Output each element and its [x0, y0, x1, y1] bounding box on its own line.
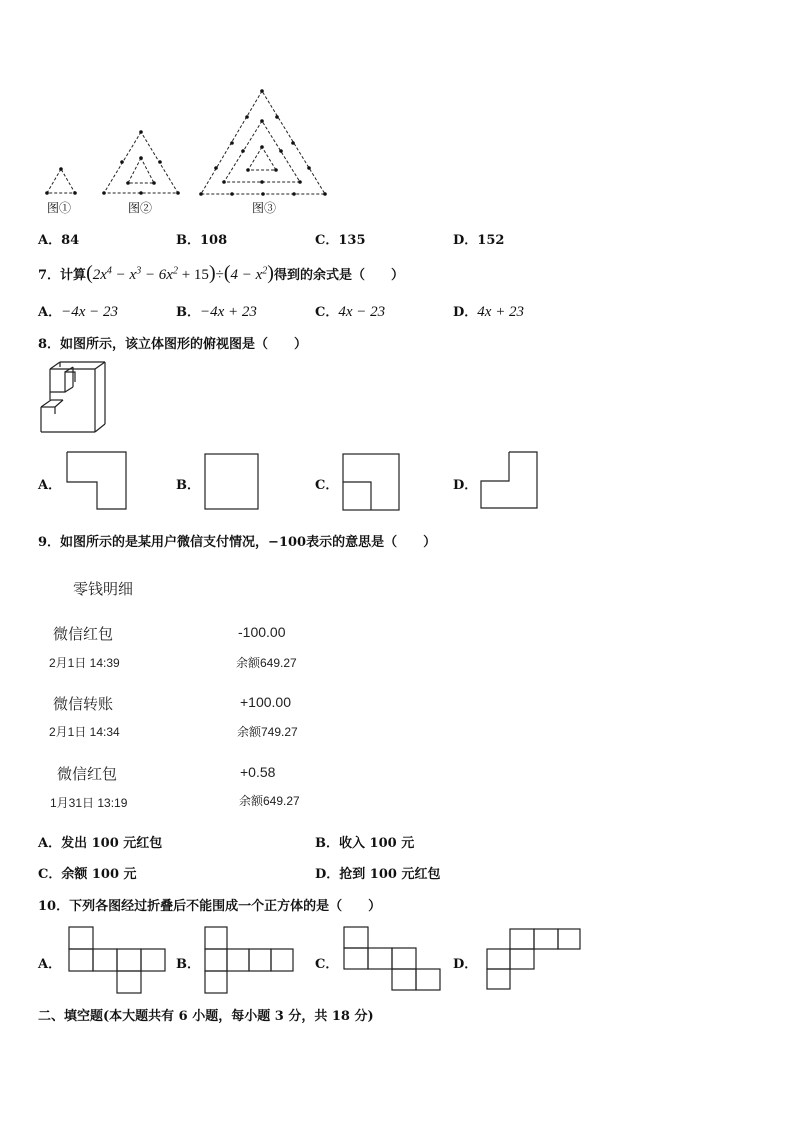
- q8-option-c-letter: C．: [315, 478, 339, 493]
- record-1-name: 微信红包: [53, 625, 114, 643]
- q7-option-d: D．4x + 23: [453, 304, 525, 320]
- q10-option-d-letter: D．: [453, 957, 478, 972]
- q6-option-b: B．108: [176, 233, 228, 248]
- q10-option-c-letter: C．: [315, 957, 339, 972]
- q10-option-d-net: [486, 928, 596, 998]
- q8-stem: 8．如图所示，该立体图形的俯视图是（ ）: [38, 337, 308, 352]
- q9-option-a: A．发出 100 元红包: [38, 836, 163, 851]
- q7-stem: 7．计算$(2x^4 - x^3 - 6x^2 + 15)\div(4 - x^2)$得到的余式是（ ）: [38, 262, 404, 284]
- q6-option-a: A．84: [38, 233, 80, 248]
- section-2-heading: 二、填空题(本大题共有 6 小题，每小题 3 分，共 18 分): [38, 1009, 374, 1024]
- q10-option-b-net: [204, 926, 304, 996]
- record-3-amount: +0.58: [240, 764, 276, 780]
- q10-option-a-net: [68, 926, 168, 996]
- record-2-name: 微信转账: [53, 695, 114, 713]
- figure-label-1: 图①: [47, 201, 72, 215]
- q7-option-c: C．4x − 23: [315, 304, 386, 320]
- record-2-time: 2月1日 14:34: [49, 725, 120, 739]
- record-1-amount: -100.00: [238, 624, 286, 640]
- q8-option-d-letter: D．: [453, 478, 478, 493]
- triangle-dots-figure: [0, 0, 794, 220]
- q7-option-a: A．−4x − 23: [38, 304, 118, 320]
- record-3-time: 1月31日 13:19: [50, 796, 128, 810]
- q10-option-c-net: [343, 926, 443, 996]
- q9-option-c: C．余额 100 元: [38, 867, 137, 882]
- figure-label-3: 图③: [252, 201, 277, 215]
- q10-option-b-letter: B．: [176, 957, 200, 972]
- q8-option-d-shape: [480, 451, 550, 516]
- q8-option-b-shape: [204, 453, 264, 513]
- record-2-balance: 余额749.27: [237, 725, 298, 739]
- figure-label-2: 图②: [128, 201, 153, 215]
- q8-option-b-letter: B．: [176, 478, 200, 493]
- q6-option-c: C．135: [315, 233, 366, 248]
- q10-option-a-letter: A．: [38, 957, 62, 972]
- record-3-balance: 余额649.27: [239, 794, 300, 808]
- wallet-title: 零钱明细: [73, 580, 134, 598]
- q8-option-a-letter: A．: [38, 478, 62, 493]
- q8-option-a-shape: [66, 451, 136, 516]
- record-3-name: 微信红包: [57, 765, 118, 783]
- solid-figure: [40, 362, 140, 442]
- q8-option-c-shape: [342, 453, 407, 518]
- record-1-balance: 余额649.27: [236, 656, 297, 670]
- q10-stem: 10．下列各图经过折叠后不能围成一个正方体的是（ ）: [38, 899, 382, 914]
- q6-option-d: D．152: [453, 233, 505, 248]
- q9-option-b: B．收入 100 元: [315, 836, 415, 851]
- record-1-time: 2月1日 14:39: [49, 656, 120, 670]
- q9-option-d: D．抢到 100 元红包: [315, 867, 441, 882]
- record-2-amount: +100.00: [240, 694, 291, 710]
- q7-option-b: B．−4x + 23: [176, 304, 257, 320]
- q9-stem: 9．如图所示的是某用户微信支付情况，−100表示的意思是（ ）: [38, 535, 437, 550]
